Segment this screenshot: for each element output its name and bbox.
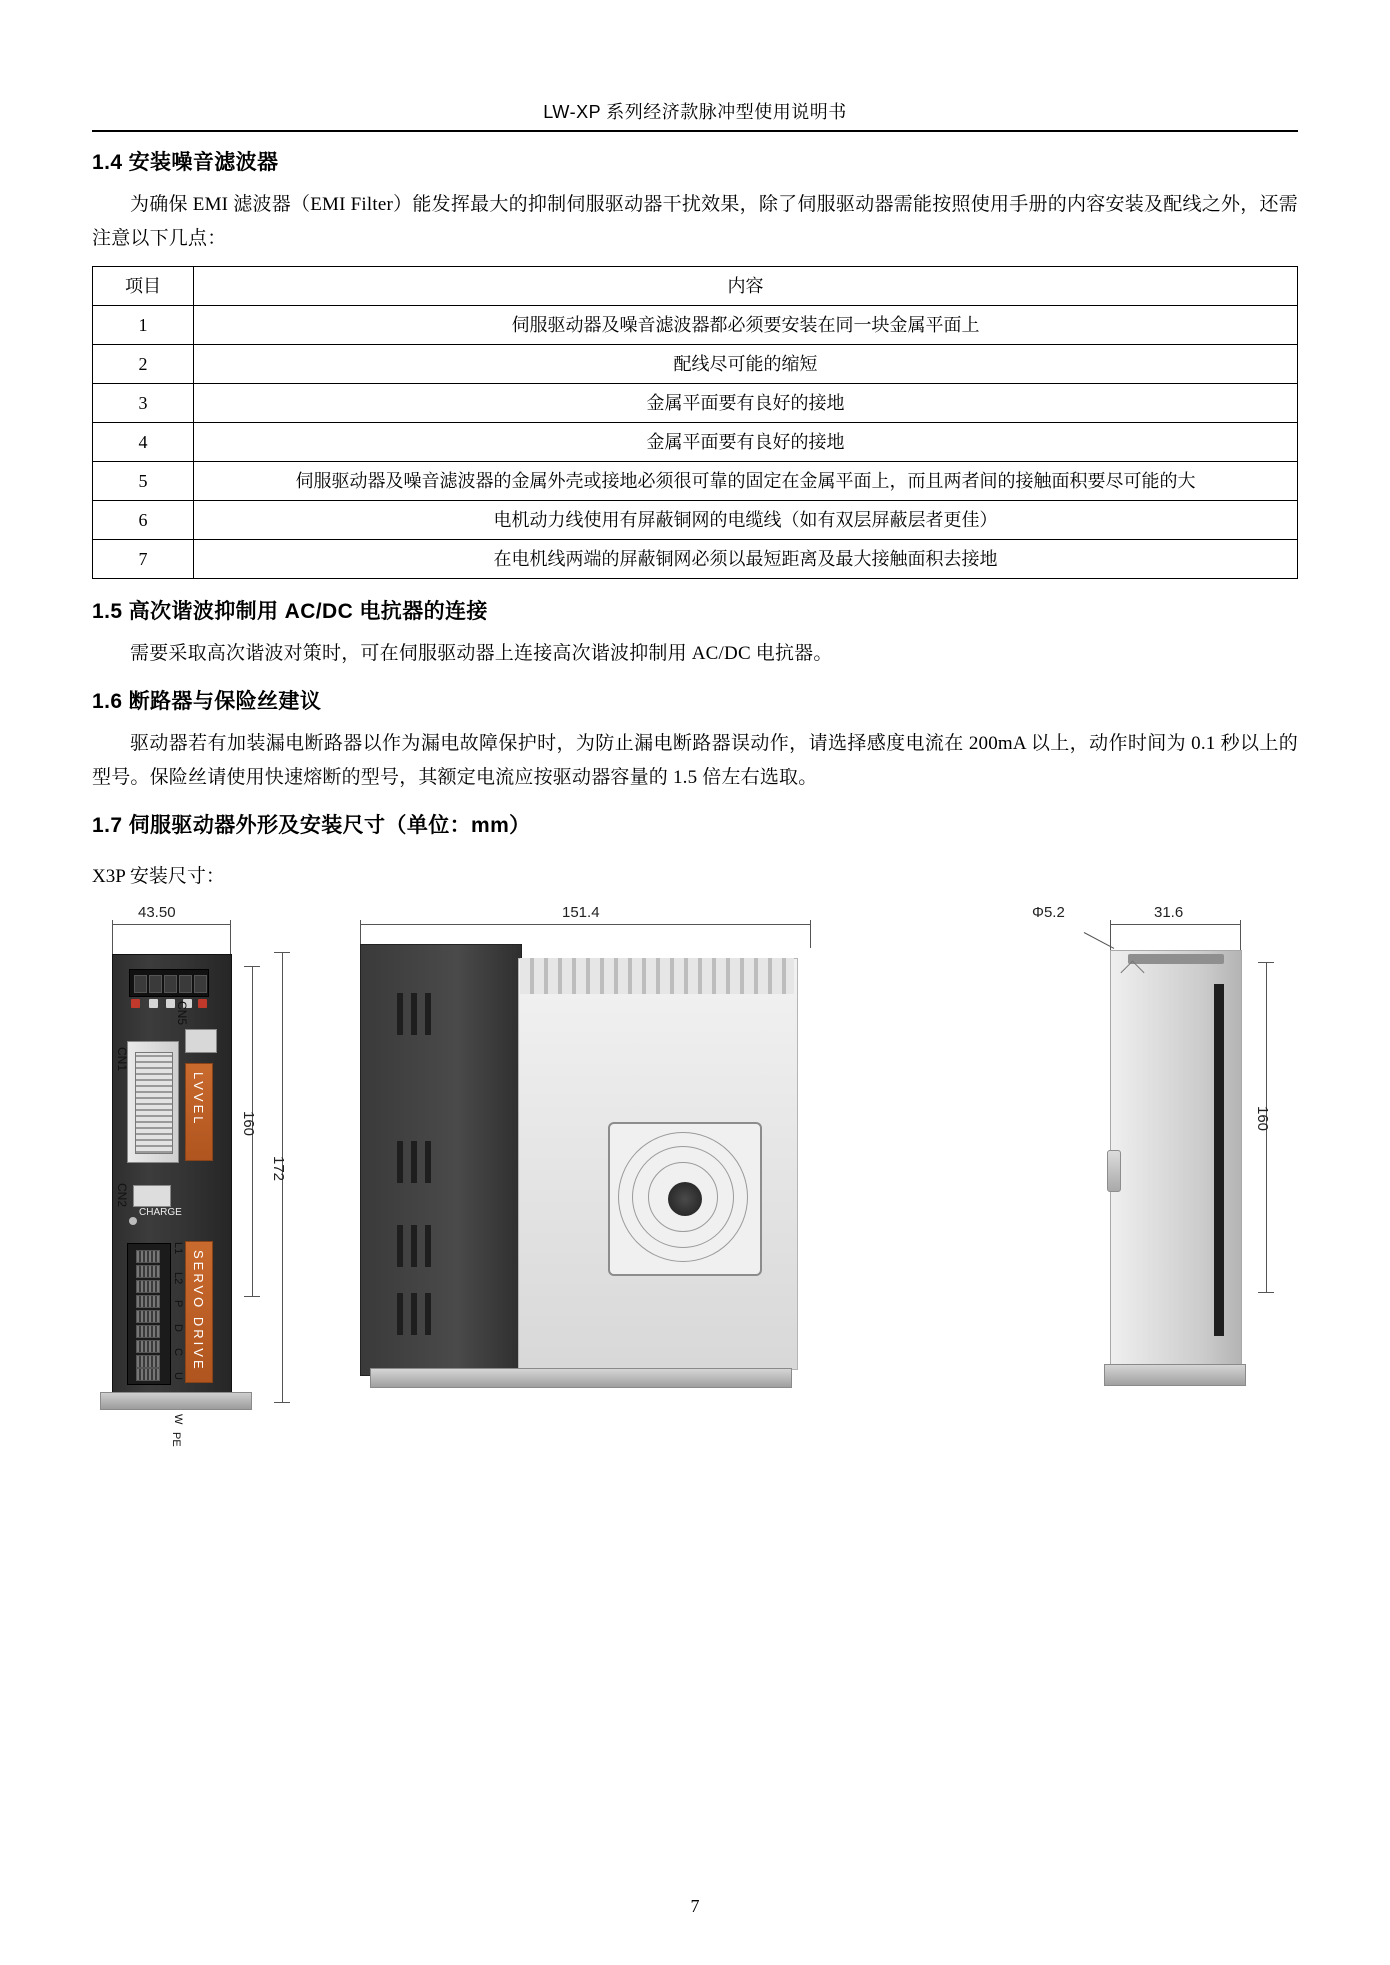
side-top-cap <box>1128 954 1224 964</box>
drive-iso-view <box>360 944 810 1394</box>
table-cell-content: 金属平面要有良好的接地 <box>194 423 1298 462</box>
terminal-label-pe: PE <box>170 1432 182 1447</box>
terminal-label-c: C <box>172 1348 184 1356</box>
terminal-label-l1: L1 <box>172 1242 184 1255</box>
table-cell-content: 伺服驱动器及噪音滤波器都必须要安装在同一块金属平面上 <box>194 306 1298 345</box>
table-row <box>93 384 1298 423</box>
table-cell-no: 5 <box>93 462 194 501</box>
dim-front-outer-height: 172 <box>270 1156 287 1182</box>
mode-button[interactable] <box>131 999 140 1008</box>
fan-hub <box>668 1182 702 1216</box>
table-header-item: 项目 <box>93 267 194 306</box>
paragraph-1-5: 需要采取高次谐波对策时，可在伺服驱动器上连接高次谐波抑制用 AC/DC 电抗器。 <box>130 643 833 664</box>
terminal-label-p: P <box>172 1300 184 1308</box>
paragraph-1-6: 驱动器若有加装漏电断路器以作为漏电故障保护时，为防止漏电断路器误动作，请选择感度电流在 200mA 以上，动作时间为 0.1 秒以上的型号。保险丝请使用快速熔断的型号，其额定电流应按驱动器容量的 1.5 倍左右选取。 <box>92 733 1298 788</box>
table-cell-content: 配线尽可能的缩短 <box>194 345 1298 384</box>
brand-badge-bottom-label: SERVO DRIVE <box>191 1250 206 1372</box>
heading-1-6: 1.6 断路器与保险丝建议 <box>92 690 322 713</box>
terminal-label-l2: L2 <box>172 1272 184 1285</box>
heading-1-4: 1.4 安装噪音滤波器 <box>92 151 279 174</box>
table-cell-content: 电机动力线使用有屏蔽铜网的电缆线（如有双层屏蔽层者更佳） <box>194 501 1298 540</box>
dim-hole-diameter: Φ5.2 <box>1032 904 1065 921</box>
table-cell-content: 金属平面要有良好的接地 <box>194 384 1298 423</box>
mounting-bracket-side <box>1104 1364 1246 1386</box>
cooling-fan <box>608 1122 762 1276</box>
table-row <box>93 306 1298 345</box>
dim-line-depth <box>360 924 810 925</box>
table-cell-no: 1 <box>93 306 194 345</box>
figure-caption: X3P 安装尺寸： <box>92 866 225 887</box>
display-panel <box>129 969 209 997</box>
table-header-row <box>93 267 1298 306</box>
cn2-label: CN2 <box>115 1183 129 1208</box>
drive-dark-housing <box>360 944 522 1376</box>
table-row <box>93 423 1298 462</box>
side-dark-strip <box>1214 984 1224 1336</box>
heatsink-fins <box>520 958 794 994</box>
emi-filter-table <box>92 266 1298 579</box>
drive-dimension-figure <box>92 906 1298 1466</box>
charge-label: CHARGE <box>139 1207 182 1218</box>
mounting-bracket-front <box>100 1392 252 1410</box>
charge-led <box>129 1217 137 1225</box>
cn1-label: CN1 <box>115 1047 129 1072</box>
dim-front-width: 43.50 <box>138 904 176 921</box>
brand-badge-bottom <box>185 1241 213 1383</box>
heading-1-7: 1.7 伺服驱动器外形及安装尺寸（单位：mm） <box>92 814 531 837</box>
cn2-connector <box>133 1185 171 1207</box>
heading-1-5: 1.5 高次谐波抑制用 AC/DC 电抗器的连接 <box>92 600 488 623</box>
table-row <box>93 501 1298 540</box>
cn1-pins <box>135 1052 173 1154</box>
drive-side-view <box>1110 950 1240 1394</box>
table-header-content: 内容 <box>194 267 1298 306</box>
paragraph-1-4: 为确保 EMI 滤波器（EMI Filter）能发挥最大的抑制伺服驱动器干扰效果，除了伺服驱动器需能按照使用手册的内容安装及配线之外，还需注意以下几点： <box>92 194 1298 249</box>
mounting-bracket-iso <box>370 1368 792 1388</box>
cn5-label: CN5 <box>175 1001 189 1026</box>
terminal-label-d: D <box>172 1324 184 1332</box>
dim-ext-line <box>230 924 231 956</box>
down-button[interactable] <box>166 999 175 1008</box>
set-button[interactable] <box>198 999 207 1008</box>
table-cell-no: 7 <box>93 540 194 579</box>
up-button[interactable] <box>149 999 158 1008</box>
table-cell-content: 在电机线两端的屏蔽铜网必须以最短距离及最大接触面积去接地 <box>194 540 1298 579</box>
dim-side-height: 160 <box>1254 1106 1271 1132</box>
cn1-connector <box>127 1041 179 1163</box>
dim-depth: 151.4 <box>562 904 600 921</box>
cn5-connector <box>185 1029 217 1053</box>
terminal-label-w: W <box>172 1414 184 1425</box>
table-cell-no: 4 <box>93 423 194 462</box>
side-latch <box>1107 1150 1121 1192</box>
page-content <box>92 0 1298 1466</box>
dim-line-side-width <box>1110 924 1240 925</box>
table-cell-no: 6 <box>93 501 194 540</box>
dim-line-front-width <box>112 924 230 925</box>
brand-badge-top-label: LVVEL <box>191 1072 206 1127</box>
table-row <box>93 540 1298 579</box>
running-header: LW-XP 系列经济款脉冲型使用说明书 <box>92 0 1298 132</box>
page-number: 7 <box>690 1896 700 1916</box>
brand-badge-top <box>185 1063 213 1161</box>
table-cell-no: 2 <box>93 345 194 384</box>
dim-front-inner-height: 160 <box>240 1111 257 1137</box>
dim-ext-line <box>112 924 113 956</box>
terminal-label-u: U <box>172 1372 184 1380</box>
table-row <box>93 462 1298 501</box>
power-terminal-block <box>127 1243 171 1385</box>
dim-side-width: 31.6 <box>1154 904 1184 921</box>
table-cell-no: 3 <box>93 384 194 423</box>
keypad-buttons[interactable] <box>129 999 207 1011</box>
table-cell-content: 伺服驱动器及噪音滤波器的金属外壳或接地必须很可靠的固定在金属平面上，而且两者间的接触面积要尽可能的大 <box>194 462 1298 501</box>
table-row <box>93 345 1298 384</box>
